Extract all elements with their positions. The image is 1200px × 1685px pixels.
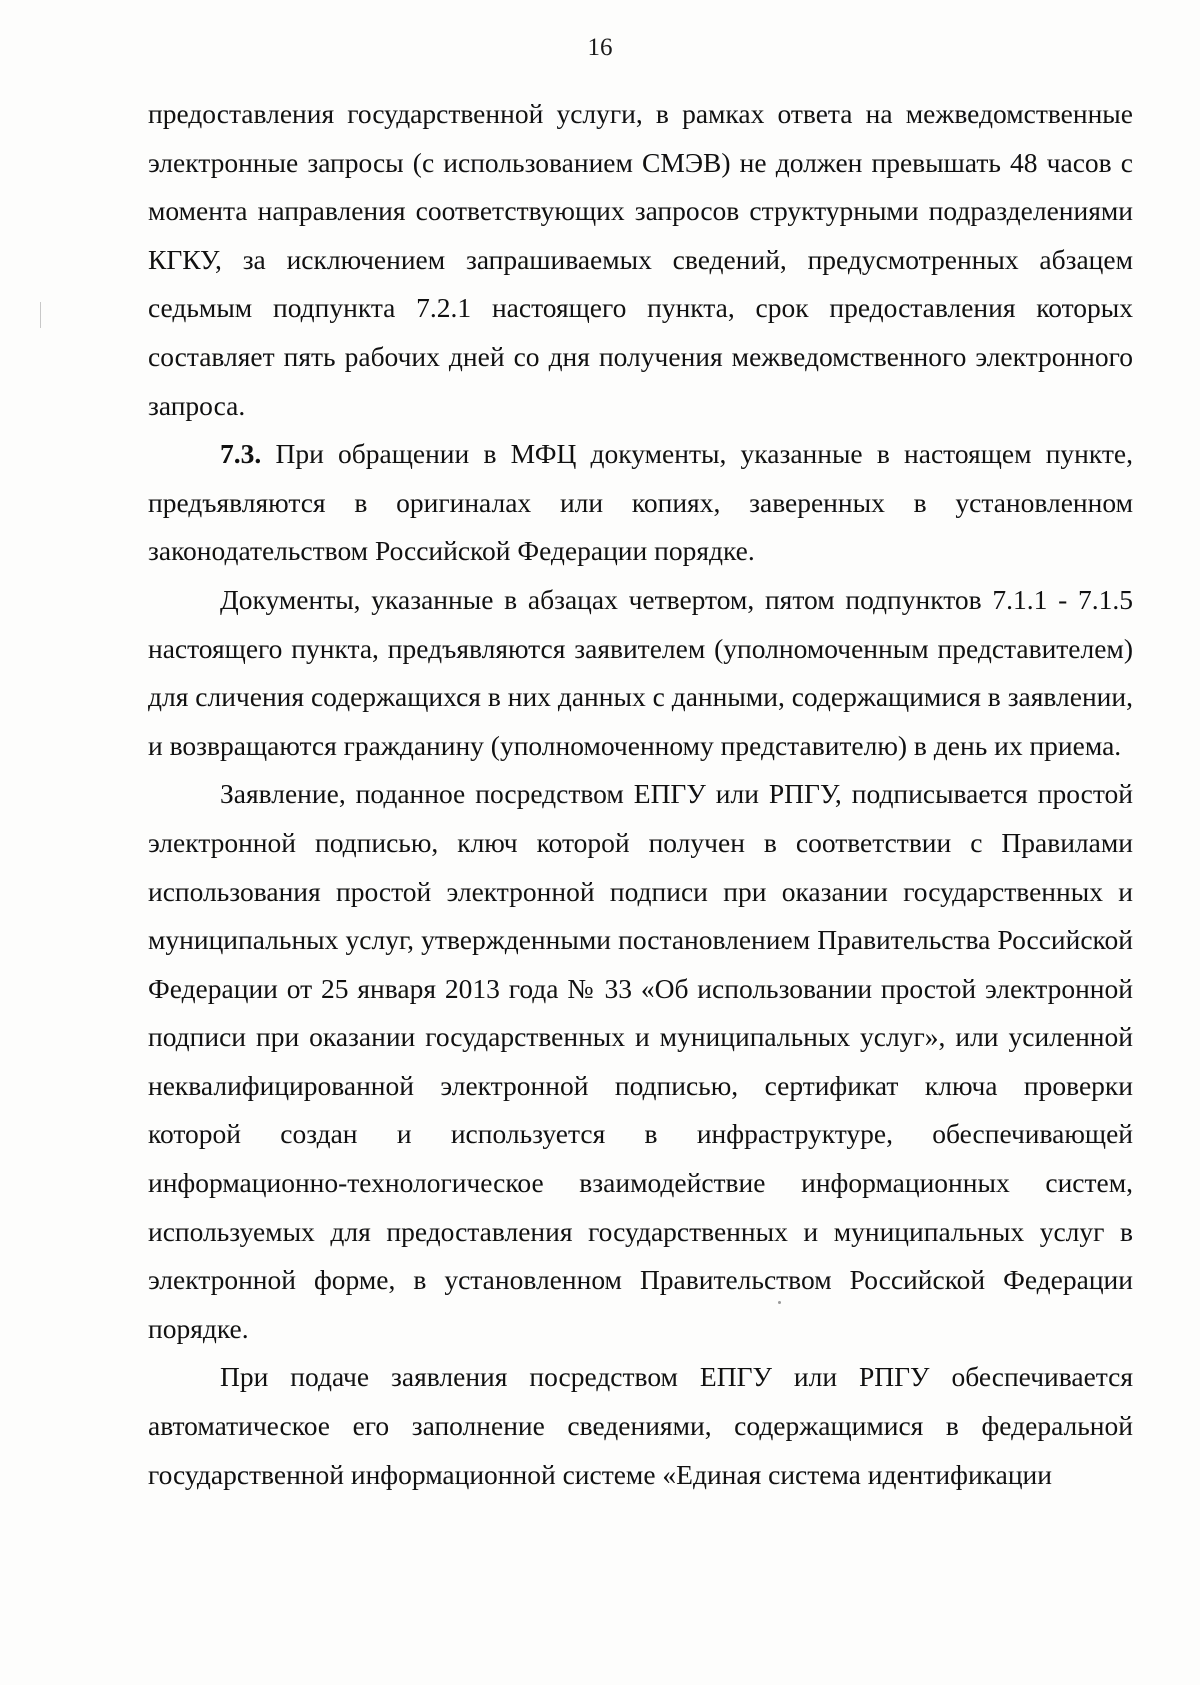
document-body [148, 90, 1133, 1499]
scan-margin-mark [40, 302, 41, 328]
paragraph-7-3 [148, 430, 1133, 576]
paragraph-continuation [148, 90, 1133, 430]
paragraph-signature [148, 770, 1133, 1353]
paragraph-text: При обращении в МФЦ документы, указанные в настоящем пункте, предъявляются в оригиналах или копиях, заверенных в установленном законодательством Российской Федерации порядке. [148, 438, 1133, 567]
paragraph-autofill [148, 1353, 1133, 1499]
clause-number: 7.3. [220, 438, 262, 470]
paragraph-text: предоставления государственной услуги, в рамках ответа на межведомственные электронные запросы (с использованием СМЭВ) не должен превышать 48 часов с момента направления соответствующих запросов структурными подразделениями КГКУ, за исключением запрашиваемых сведений, предусмотренных абзацем седьмым подпункта 7.2.1 настоящего пункта, срок предоставления которых составляет пять рабочих дней со дня получения межведомственного электронного запроса. [148, 98, 1133, 421]
paragraph-documents [148, 576, 1133, 770]
paragraph-text: Документы, указанные в абзацах четвертом, пятом подпунктов 7.1.1 - 7.1.5 настоящего пункта, предъявляются заявителем (уполномоченным представителем) для сличения содержащихся в них данных с данными, содержащимися в заявлении, и возвращаются гражданину (уполномоченному представителю) в день их приема. [148, 583, 1133, 761]
paragraph-text: Заявление, поданное посредством ЕПГУ или РПГУ, подписывается простой электронной подписью, ключ которой получен в соответствии с Правилами использования простой электронной подписи при оказании государственных и муниципальных услуг, утвержденными постановлением Правительства Российской Федерации от 25 января 2013 года № 33 «Об использовании простой электронной подписи при оказании государственных и муниципальных услуг», или усиленной неквалифицированной электронной подписью, сертификат ключа проверки которой создан и используется в инфраструктуре, обеспечивающей информационно-технологическое взаимодействие информационных систем, используемых для предоставления государственных и муниципальных услуг в электронной форме, в установленном Правительством Российской Федерации порядке. [148, 778, 1133, 1344]
page-number: 16 [587, 34, 613, 61]
paragraph-text: При подаче заявления посредством ЕПГУ или РПГУ обеспечивается автоматическое его заполнение сведениями, содержащимися в федеральной государственной информационной системе «Единая система идентификации [148, 1361, 1133, 1490]
